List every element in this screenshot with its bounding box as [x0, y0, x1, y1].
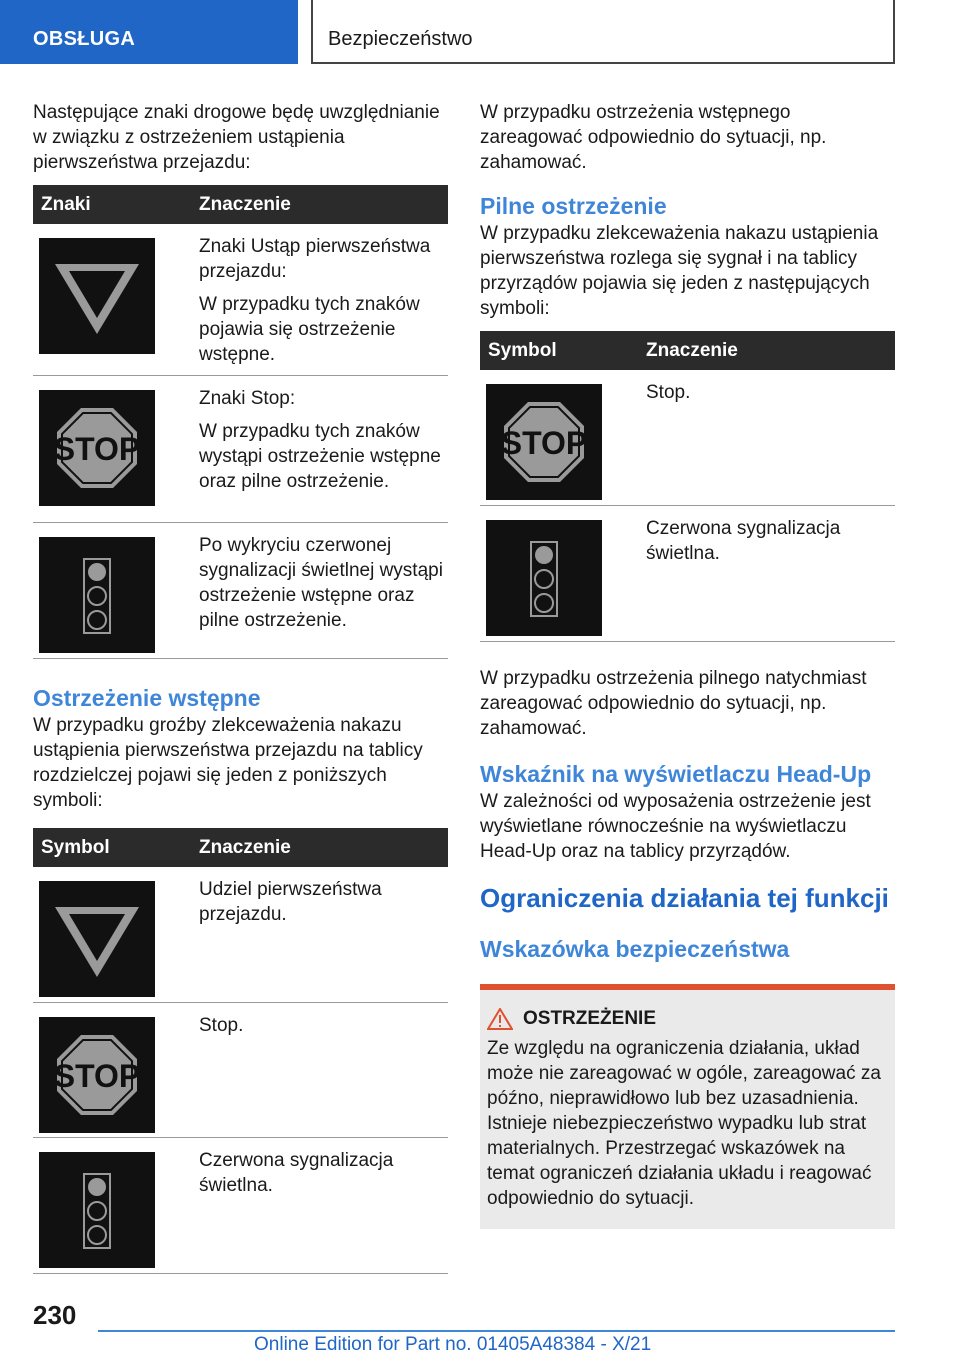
left-column [33, 100, 448, 1274]
col-header-signs: Znaki [33, 185, 199, 224]
table-row [33, 376, 448, 523]
col-header-meaning: Znaczenie [199, 828, 448, 867]
table-row [33, 1002, 448, 1137]
stop-sign-icon [39, 390, 155, 506]
subsection-heading: Wskazówka bezpieczeństwa [480, 935, 790, 962]
table-row [480, 370, 895, 505]
traffic-light-icon [39, 537, 155, 653]
row-text: Udziel pierwszeństwa przejazdu. [199, 879, 382, 925]
table-row [33, 523, 448, 659]
warning-title: OSTRZEŻENIE [523, 1007, 657, 1029]
table-header [480, 331, 895, 370]
row-text: Po wykryciu czerwonej sygnalizacji świetlnej wystąpi ostrzeżenie wstępne oraz pilne ostrzeżenie. [199, 535, 443, 631]
svg-text:STOP: STOP [500, 425, 588, 461]
paragraph: W przypadku groźby zlekceważenia nakazu ustąpienia pierwszeństwa przejazdu na tablicy rozdzielczej pojawi się jeden z poniższych symboli: [33, 715, 423, 811]
col-header-symbol: Symbol [480, 331, 646, 370]
section-heading: Wskaźnik na wyświetlaczu Head-Up [480, 760, 872, 787]
warning-text: Ze względu na ograniczenia działania, układ może nie zareagować w ogóle, zareagować za późno, nieprawidłowo lub bez uzasadnienia. Istnieje niebezpieczeństwo wypadku lub strat materialnych. Przestrzegać wskazówek na temat ograniczeń działania układu i reagować odpowiednio do sytuacji. [487, 1037, 881, 1209]
row-text: Stop. [199, 1014, 244, 1036]
section-heading: Ostrzeżenie wstępne [33, 685, 261, 711]
urgent-symbols-table [480, 331, 895, 642]
signs-table [33, 185, 448, 659]
warning-box [480, 984, 895, 1229]
row-text: W przypadku tych znaków wystąpi ostrzeżenie wstępne oraz pilne ostrzeżenie. [199, 421, 441, 492]
right-column [480, 100, 895, 1229]
footer-edition: Online Edition for Part no. 01405A48384 - X/21 [254, 1334, 652, 1355]
section-label: OBSŁUGA [33, 28, 136, 50]
col-header-symbol: Symbol [33, 828, 199, 867]
yield-sign-icon [39, 238, 155, 354]
yield-sign-icon [39, 881, 155, 997]
paragraph: W przypadku zlekceważenia nakazu ustąpienia pierwszeństwa rozlega się sygnał i na tablicy przyrządów pojawia się jeden z następujących symboli: [480, 223, 879, 319]
chapter-header [311, 0, 895, 64]
col-header-meaning: Znaczenie [199, 185, 448, 224]
row-text: Stop. [646, 382, 691, 403]
table-header [33, 185, 448, 224]
row-text: Znaki Stop: [199, 388, 296, 409]
table-row [480, 505, 895, 641]
svg-text:STOP: STOP [53, 1057, 141, 1094]
svg-text:STOP: STOP [53, 431, 141, 467]
page-number: 230 [33, 1300, 77, 1330]
warning-triangle-icon [487, 1008, 513, 1030]
table-row [33, 224, 448, 376]
row-text: Czerwona sygnalizacja świetlna. [646, 517, 841, 564]
stop-sign-icon [39, 1017, 155, 1133]
row-text: W przypadku tych znaków pojawia się ostrzeżenie wstępne. [199, 294, 420, 365]
section-heading: Pilne ostrzeżenie [480, 193, 667, 219]
intro-paragraph: Następujące znaki drogowe będę uwzględnianie w związku z ostrzeżeniem ustąpienia pierwszeństwa przejazdu: [33, 102, 440, 173]
section-heading-large: Ograniczenia działania tej funkcji [480, 882, 889, 913]
col-header-meaning: Znaczenie [646, 331, 895, 370]
paragraph: W zależności od wyposażenia ostrzeżenie jest wyświetlane równocześnie na wyświetlaczu Head-Up oraz na tablicy przyrządów. [480, 790, 871, 862]
section-tab [0, 0, 298, 64]
paragraph: W przypadku ostrzeżenia pilnego natychmiast zareagować odpowiednio do sytuacji, np. zahamować. [480, 667, 867, 739]
chapter-title: Bezpieczeństwo [328, 28, 473, 50]
footer-divider [98, 1330, 895, 1332]
row-text: Czerwona sygnalizacja świetlna. [199, 1149, 394, 1196]
paragraph: W przypadku ostrzeżenia wstępnego zareagować odpowiednio do sytuacji, np. zahamować. [480, 102, 827, 173]
table-header [33, 828, 448, 867]
table-row [33, 1137, 448, 1273]
traffic-light-icon [39, 1152, 155, 1268]
symbols-table [33, 828, 448, 1274]
table-row [33, 867, 448, 1002]
row-text: Znaki Ustąp pierwszeństwa przejazdu: [199, 236, 431, 282]
stop-sign-icon [486, 384, 602, 500]
traffic-light-icon [486, 520, 602, 636]
